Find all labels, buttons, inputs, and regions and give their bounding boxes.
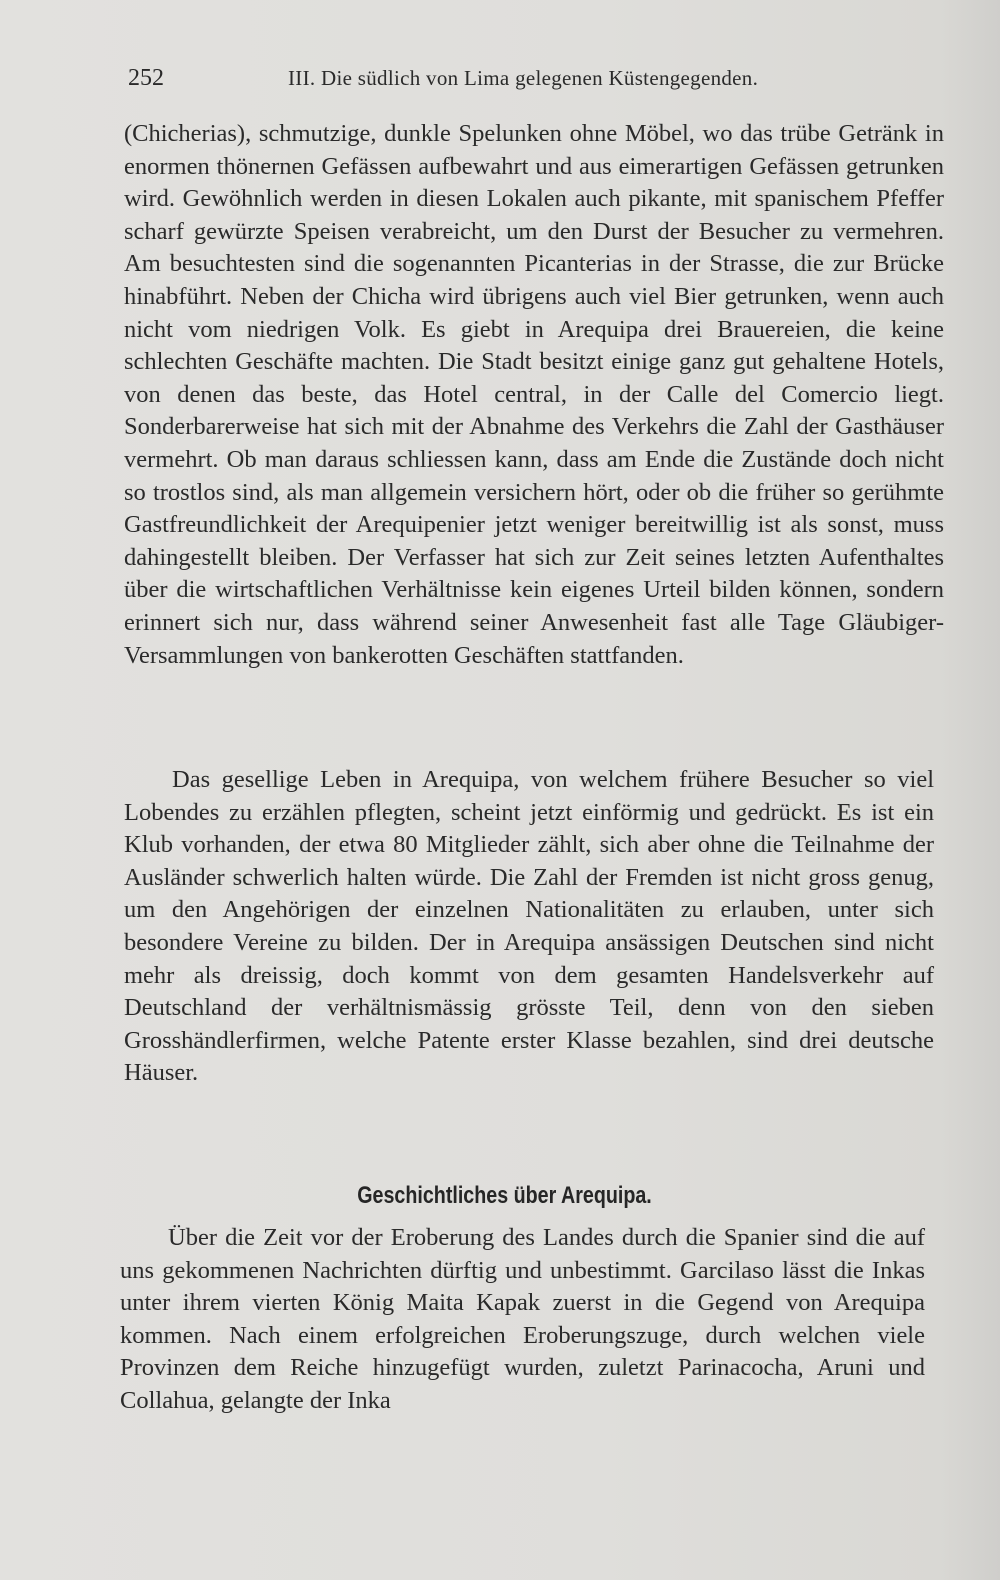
running-head (128, 60, 928, 96)
body-paragraph-2: Das gesellige Leben in Arequipa, von welchem frühere Besucher so viel Lobendes zu erzählen pflegten, scheint jetzt einförmig und gedrückt. Es ist ein Klub vorhanden, der etwa 80 Mitglieder zählt, sich aber ohne die Teilnahme der Ausländer schwerlich halten würde. Die Zahl der Fremden ist nicht gross genug, um den Angehörigen der einzelnen Nationalitäten zu erlauben, unter sich besondere Vereine zu bilden. Der in Arequipa ansässigen Deutschen sind nicht mehr als dreissig, doch kommt von dem gesamten Handelsverkehr auf Deutschland der verhältnismässig grösste Teil, denn von den sieben Grosshändlerfirmen, welche Patente erster Klasse bezahlen, sind drei deutsche Häuser. (124, 766, 934, 1087)
running-head-title: III. Die südlich von Lima gelegenen Küstengegenden. (288, 66, 759, 90)
section-paragraph-1: Über die Zeit vor der Eroberung des Landes durch die Spanier sind die auf uns gekommenen Nachrichten dürftig und unbestimmt. Garcilaso lässt die Inkas unter ihrem vierten König Maita Kapak zuerst in die Gegend von Arequipa kommen. Nach einem erfolgreichen Eroberungszuge, durch welchen viele Provinzen dem Reiche hinzugefügt wurden, zuletzt Parinacocha, Aruni und Collahua, gelangte der Inka (120, 1224, 925, 1414)
section-heading: Geschichtliches über Arequipa. (357, 1182, 652, 1209)
page-number: 252 (128, 65, 164, 91)
body-paragraph-1: (Chicherias), schmutzige, dunkle Spelunken ohne Möbel, wo das trübe Getränk in enormen thönernen Gefässen aufbewahrt und aus eimerartigen Gefässen getrunken wird. Gewöhnlich werden in diesen Lokalen auch pikante, mit spanischem Pfeffer scharf gewürzte Speisen verabreicht, um den Durst der Besucher zu vermehren. Am besuchtesten sind die sogenannten Picanterias in der Strasse, die zur Brücke hinabführt. Neben der Chicha wird übrigens auch viel Bier getrunken, wenn auch nicht vom niedrigen Volk. Es giebt in Arequipa drei Brauereien, die keine schlechten Geschäfte machten. Die Stadt besitzt einige ganz gut gehaltene Hotels, von denen das beste, das Hotel central, in der Calle del Comercio liegt. Sonderbarerweise hat sich mit der Abnahme des Verkehrs die Zahl der Gasthäuser vermehrt. Ob man daraus schliessen kann, dass am Ende die Zustände doch nicht so trostlos sind, als man allgemein versichern hört, oder ob die früher so gerühmte Gastfreundlichkeit der Arequipenier jetzt weniger bereitwillig ist als sonst, muss dahingestellt bleiben. Der Verfasser hat sich zur Zeit seines letzten Aufenthaltes über die wirtschaftlichen Verhältnisse kein eigenes Urteil bilden können, sondern erinnert sich nur, dass während seiner Anwesenheit fast alle Tage Gläubiger-Versammlungen von bankerotten Geschäften stattfanden. (124, 120, 944, 669)
